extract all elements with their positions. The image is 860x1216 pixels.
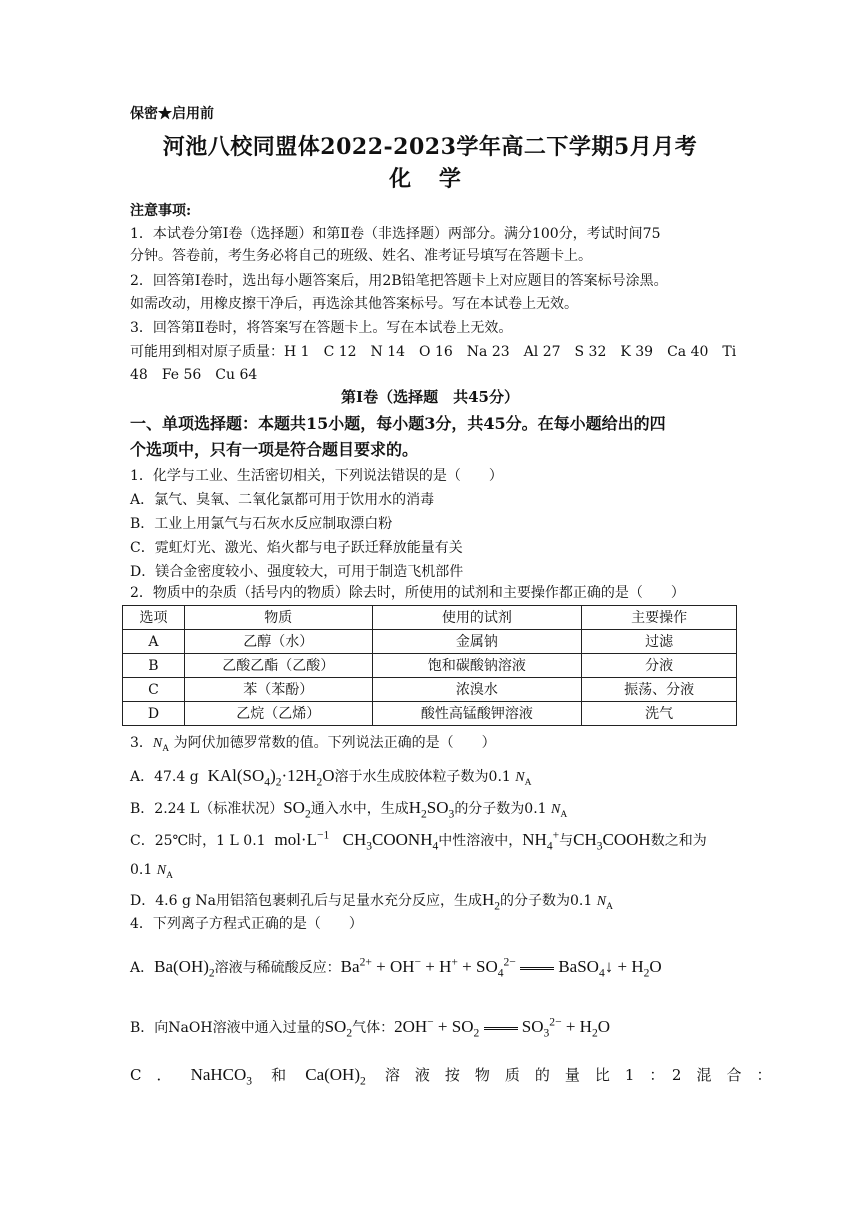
part1-heading: 第Ⅰ卷（选择题 共45分） [341,388,519,406]
table-cell: 振荡、分液 [582,678,737,702]
q3-a-pre: A．47.4 g [130,769,199,785]
confidential-label: 保密★启用前 [130,106,214,122]
table-cell: D [123,702,185,726]
q3-option-c [130,830,707,851]
table-cell: 乙酸乙酯（乙酸） [184,654,372,678]
q4-c-rest: 溶 液 按 物 质 的 量 比 1 ： 2 混 合 ： [384,1066,772,1084]
formula-na: $N_A$ [156,863,173,881]
formula-nahco3: NaHCO$_3$ [190,1065,253,1088]
q3-c-post: 数之和为 [650,833,707,849]
q3-option-d [130,890,613,912]
formula-ca-oh2: $Ca(OH)_2$ [305,1065,366,1088]
q3-b-pre: B．2.24 L（标准状况） [130,801,284,817]
q1-option-a: A．氯气、臭氧、二氧化氯都可用于饮用水的消毒 [130,492,435,508]
formula-ch3coonh4: $CH_3COONH_4$ [342,830,439,853]
table-header-cell: 物质 [184,606,372,630]
section-instruction-a: 一、单项选择题：本题共15小题，每小题3分，共45分。在每小题给出的四 [130,414,666,433]
q3-c-cont: 0.1 [130,862,153,878]
table-cell: 饱和碳酸钠溶液 [372,654,582,678]
exam-title: 河池八校同盟体2022-2023学年高二下学期5月月考 [162,134,698,160]
q3-c-pre: C．25℃时，1 L 0.1 [130,833,266,849]
formula-ba-oh2: $Ba(OH)_2$ [154,957,215,980]
table-header-cell: 使用的试剂 [372,606,582,630]
table-header-cell: 选项 [123,606,185,630]
q1-stem: 1．化学与工业、生活密切相关，下列说法错误的是（ ） [130,468,503,484]
section-instruction-b: 个选项中，只有一项是符合题目要求的。 [130,440,419,459]
q4-option-b [130,1017,610,1038]
table-cell: A [123,630,185,654]
table-header-cell: 主要操作 [582,606,737,630]
q4-b-pre: B．向NaOH溶液中通入过量的 [130,1020,325,1036]
table-cell: 过滤 [582,630,737,654]
table-cell: 分液 [582,654,737,678]
formula-ch3cooh: $CH_3COOH$ [573,830,651,853]
table-cell: C [123,678,185,702]
q4-c-and: 和 [271,1066,287,1084]
q2-table [122,605,737,726]
formula-so2: $SO_2$ [324,1017,353,1040]
q3-stem [130,733,496,754]
formula-kal-so4: $KAl(SO_4)_2\cdot 12H_2O$ [207,766,335,789]
q3-b-post: 的分子数为0.1 [454,801,547,817]
note-2b: 如需改动，用橡皮擦干净后，再选涂其他答案标号。写在本试卷上无效。 [130,296,578,312]
subject-title: 化 学 [389,166,471,192]
table-row [123,630,737,654]
q1-option-d: D．镁合金密度较小、强度较大，可用于制造飞机部件 [130,564,464,580]
notes-heading: 注意事项: [130,203,192,219]
formula-h2: $H_2$ [481,890,501,913]
q3-a-post: 溶于水生成胶体粒子数为0.1 [334,769,511,785]
table-cell: 金属钠 [372,630,582,654]
table-header-row [123,606,737,630]
formula-h2so3: $H_2SO_3$ [408,798,455,821]
q3-c-mid2: 与 [559,833,574,849]
table-cell: B [123,654,185,678]
q4-option-a [130,957,662,978]
equation-b: $2OH^- + SO_2$ $SO_3^{2-} + H_2O$ [394,1015,611,1040]
q1-option-c: C．霓虹灯光、激光、焰火都与电子跃迁释放能量有关 [130,540,463,556]
table-cell: 酸性高锰酸钾溶液 [372,702,582,726]
formula-so2: $SO_2$ [283,798,311,821]
q4-a-pre: A． [130,960,155,976]
q3-b-mid: 通入水中，生成 [310,801,409,817]
q3-d-post: 的分子数为0.1 [500,893,593,909]
note-2a: 2．回答第Ⅰ卷时，选出每小题答案后，用2B铅笔把答题卡上对应题目的答案标号涂黑。 [130,273,668,289]
formula-na: $N_A$ [596,894,613,912]
note-3: 3．回答第Ⅱ卷时，将答案写在答题卡上。写在本试卷上无效。 [130,320,513,336]
table-cell: 乙烷（乙烯） [184,702,372,726]
q4-b-mid: 气体： [352,1020,395,1036]
q3-stem-text: 为阿伏加德罗常数的值。下列说法正确的是（ ） [173,735,496,751]
table-cell: 乙醇（水） [184,630,372,654]
note-1b: 分钟。答卷前，考生务必将自己的班级、姓名、准考证号填写在答题卡上。 [130,248,592,264]
q3-option-b [130,798,567,820]
q4-c-pre: C ． [130,1066,172,1084]
formula-na: $N_A$ [152,736,170,754]
equation-a: $Ba^{2+} + OH^- + H^+ + SO_4^{2-}$ BaSO$_4$↓ + $H_2O$ [340,955,662,980]
formula-na: $N_A$ [551,802,568,820]
q4-stem: 4．下列离子方程式正确的是（ ） [130,916,363,932]
q3-d-pre: D．4.6 g Na用铝箔包裹刺孔后与足量水充分反应，生成 [130,893,482,909]
q3-c-mid: 中性溶液中， [438,833,523,849]
q4-a-mid: 溶液与稀硫酸反应： [214,960,341,976]
table-row [123,702,737,726]
table-cell: 洗气 [582,702,737,726]
table-cell: 浓溴水 [372,678,582,702]
note-1a: 1．本试卷分第Ⅰ卷（选择题）和第Ⅱ卷（非选择题）两部分。满分100分，考试时间75 [130,226,661,242]
table-row [123,654,737,678]
table-cell: 苯（苯酚） [184,678,372,702]
formula-mol-per-l: $mol\cdot L^{-1}$ [274,828,330,849]
q3-option-a [130,766,531,788]
q2-stem: 2．物质中的杂质（括号内的物质）除去时，所使用的试剂和主要操作都正确的是（ ） [130,585,685,601]
table-row [123,678,737,702]
q4-option-c [130,1065,772,1088]
formula-na: $N_A$ [515,770,532,788]
atomic-mass-line-2: 48 Fe 56 Cu 64 [130,367,258,383]
q1-option-b: B．工业上用氯气与石灰水反应制取漂白粉 [130,516,393,532]
q3-option-c-cont [130,860,173,881]
q3-number: 3． [130,735,153,751]
atomic-mass-line-1: 可能用到相对原子质量：H 1 C 12 N 14 O 16 Na 23 Al 27 S 32 K 39 Ca 40 Ti [130,344,737,360]
formula-nh4: $NH_4^+$ [522,828,560,853]
